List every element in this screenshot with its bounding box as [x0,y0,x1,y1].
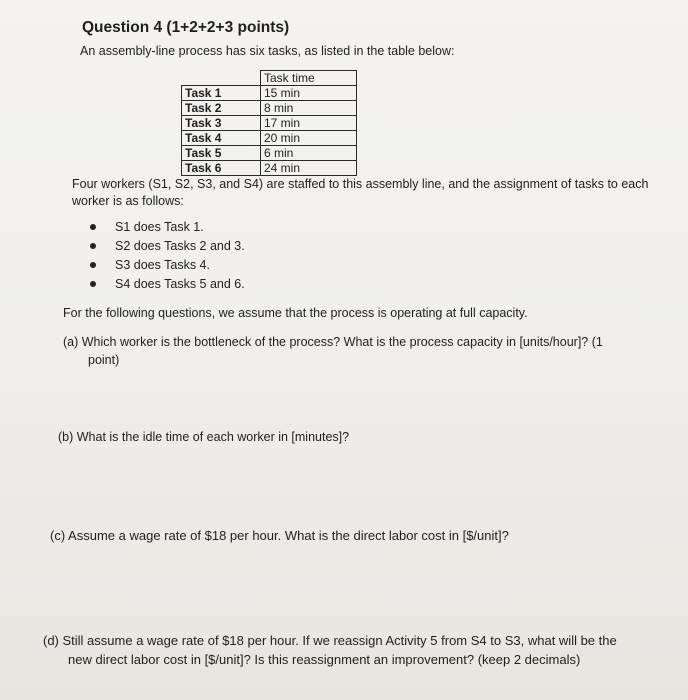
task-name: Task 3 [182,116,261,131]
table-corner-cell [182,71,261,86]
question-title: Question 4 (1+2+2+3 points) [82,19,290,36]
task-time: 6 min [261,146,357,161]
table-row [182,116,357,131]
task-time: 24 min [261,161,357,176]
task-time-table [181,70,357,176]
table-row [182,161,357,176]
task-name: Task 6 [182,161,261,176]
task-name: Task 4 [182,131,261,146]
part-a-line: (a) Which worker is the bottleneck of the process? What is the process capacity in [units/hour]? (1 [63,335,603,349]
task-time: 20 min [261,131,357,146]
part-a-line: point) [88,353,120,367]
part-a [63,333,653,369]
task-time: 15 min [261,86,357,101]
list-item [88,239,245,258]
table-header-task-time: Task time [261,71,357,86]
task-time: 8 min [261,101,357,116]
assignment-text: S1 does Task 1. [115,220,204,234]
bullet-icon [90,224,96,230]
bullet-icon [90,243,96,249]
workers-intro [72,176,662,210]
workers-intro-line: Four workers (S1, S2, S3, and S4) are staffed to this assembly line, and the assignment of tasks to each [72,177,649,191]
part-d [43,631,683,669]
list-item [88,258,245,277]
task-name: Task 5 [182,146,261,161]
list-item [88,220,245,239]
table-header-row [182,71,357,86]
worker-assignment-list [88,220,245,296]
table-row [182,86,357,101]
bullet-icon [90,262,96,268]
assignment-text: S4 does Tasks 5 and 6. [115,277,245,291]
workers-intro-line: worker is as follows: [72,194,184,208]
part-c: (c) Assume a wage rate of $18 per hour. What is the direct labor cost in [$/unit]? [50,528,509,543]
list-item [88,277,245,296]
bullet-icon [90,281,96,287]
task-name: Task 2 [182,101,261,116]
assignment-text: S3 does Tasks 4. [115,258,210,272]
table-row [182,146,357,161]
task-time: 17 min [261,116,357,131]
assumption-text: For the following questions, we assume that the process is operating at full capacity. [63,306,528,320]
part-d-line: (d) Still assume a wage rate of $18 per hour. If we reassign Activity 5 from S4 to S3, what will be the [43,633,617,648]
assignment-text: S2 does Tasks 2 and 3. [115,239,245,253]
table-row [182,131,357,146]
part-d-line: new direct labor cost in [$/unit]? Is this reassignment an improvement? (keep 2 decimals) [68,652,581,667]
table-row [182,101,357,116]
part-b: (b) What is the idle time of each worker in [minutes]? [58,430,350,444]
question-intro: An assembly-line process has six tasks, as listed in the table below: [80,44,455,58]
task-name: Task 1 [182,86,261,101]
